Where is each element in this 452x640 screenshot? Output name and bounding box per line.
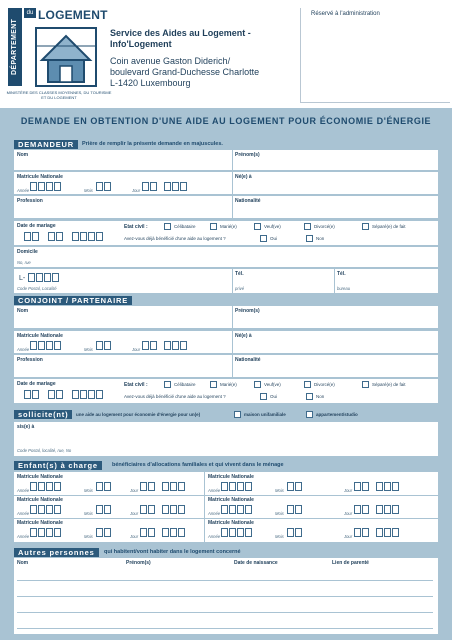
deja-label: Avez-vous déjà bénéficié d'une aide au logement ? [124,236,226,241]
situe-code-label: Code Postal, localité, rue, No [17,448,72,453]
code-postal-label: Code Postal, Localité [17,286,57,291]
enfant5-annee-boxes[interactable] [30,528,61,537]
autres-line-2[interactable] [17,596,433,597]
autres-naissance-label: Date de naissance [234,560,278,566]
logo-title: LOGEMENT [38,8,108,22]
conjoint-mariage-day[interactable] [24,390,39,399]
appart-label: appartement/studio [316,412,358,417]
l-prefix: L- [19,275,26,282]
enfant2-jour-boxes[interactable] [354,482,369,491]
conjoint-celibataire-checkbox[interactable] [164,381,171,388]
conjoint-prenom-label: Prénom(s) [235,308,260,314]
domicile-label: Domicile [17,249,38,255]
deja-oui-label: Oui [270,236,278,241]
conjoint-nationalite-label: Nationalité [235,357,261,363]
service-line-2: Info'Logement [110,39,172,49]
enfant6-suffix-boxes[interactable] [376,528,399,537]
conjoint-mariage-year[interactable] [72,390,103,399]
section-sollicite: sollicite(nt) [14,410,72,419]
conjoint-mariage-month[interactable] [48,390,63,399]
celibataire-label: Célibataire [174,224,196,229]
enfant6-matricule-label: Matricule Nationale [208,520,254,526]
enfant6-jour-boxes[interactable] [354,528,369,537]
enfant1-annee-boxes[interactable] [30,482,61,491]
autres-parente-label: Lien de parenté [332,560,369,566]
logo-du: du [24,8,36,18]
sollicite-text: une aide au logement pour économie d'énergie pour un(e) [76,412,201,417]
enfant3-annee-boxes[interactable] [30,505,61,514]
conjoint-annee-boxes[interactable] [30,341,61,350]
conjoint-separe-label: Séparé(e) de fait [372,382,406,387]
enfant1-jour-label: Jour [130,488,139,493]
no-rue-label: No, rue [17,260,31,265]
nom-label: Nom [17,152,29,158]
enfant5-mois-label: Mois [84,534,93,539]
conjoint-nom-row [14,306,438,328]
enfant1-matricule-label: Matricule Nationale [17,474,63,480]
enfant4-annee-label: Année [208,511,221,516]
service-address [110,28,259,89]
enfant2-annee-boxes[interactable] [221,482,252,491]
enfant5-jour-label: Jour [130,534,139,539]
deja-non-label: Non [316,236,325,241]
situe-row [14,422,438,456]
conjoint-separe-checkbox[interactable] [362,381,369,388]
domicile-row [14,247,438,267]
code-postal-boxes[interactable] [28,273,59,282]
enfant3-suffix-boxes[interactable] [162,505,185,514]
autres-line-1[interactable] [17,580,433,581]
conjoint-etat-row [14,379,438,403]
enfant4-jour-boxes[interactable] [354,505,369,514]
autres-line-3[interactable] [17,612,433,613]
conjoint-deja-label: Avez-vous déjà bénéficié d'une aide au logement ? [124,394,226,399]
admin-reserved-box [300,8,450,103]
conjoint-non-label: Non [316,394,325,399]
enfant3-mois-label: Mois [84,511,93,516]
conjoint-oui-label: Oui [270,394,278,399]
conjoint-etat-label: Etat civil : [124,382,148,388]
conjoint-profession-label: Profession [17,357,43,363]
mariage-day-boxes[interactable] [24,232,39,241]
divorce-label: Divorcé(e) [314,224,335,229]
appart-checkbox[interactable] [306,411,313,418]
veuf-label: Veuf(ve) [264,224,281,229]
enfant2-annee-label: Année [208,488,221,493]
veuf-checkbox[interactable] [254,223,261,230]
mariage-label: Date de mariage [17,223,56,229]
tel-bureau-label: bureau [337,286,351,291]
conjoint-divorce-checkbox[interactable] [304,381,311,388]
matricule-suffix-boxes[interactable] [164,182,187,191]
conjoint-mariage-label: Date de mariage [17,381,56,387]
enfant3-matricule-label: Matricule Nationale [17,497,63,503]
enfant3-jour-boxes[interactable] [140,505,155,514]
marie-checkbox[interactable] [210,223,217,230]
enfant6-annee-boxes[interactable] [221,528,252,537]
conjoint-divorce-label: Divorcé(e) [314,382,335,387]
annee-boxes[interactable] [30,182,61,191]
mois-label: Mois [84,188,93,193]
enfant3-jour-label: Jour [130,511,139,516]
autres-nom-label: Nom [17,560,29,566]
enfant6-mois-boxes[interactable] [287,528,302,537]
autres-line-4[interactable] [17,628,433,629]
conjoint-matricule-label: Matricule Nationale [17,333,63,339]
conjoint-nom-label: Nom [17,308,29,314]
tel2-label: Tél. [337,271,346,277]
mariage-year-boxes[interactable] [72,232,103,241]
conjoint-profession-row [14,355,438,377]
enfant4-mois-label: Mois [275,511,284,516]
logo-vertical-text: DÉPARTEMENT [8,8,22,86]
section-demandeur: DEMANDEUR [14,140,78,149]
enfant2-mois-boxes[interactable] [287,482,302,491]
ne-label: Né(e) à [235,174,252,180]
service-line-1: Service des Aides au Logement - [110,28,251,38]
deja-oui-checkbox[interactable] [260,235,267,242]
conjoint-ne-label: Né(e) à [235,333,252,339]
conjoint-celibataire-label: Célibataire [174,382,196,387]
enfant1-mois-label: Mois [84,488,93,493]
tel-prive-label: privé [235,286,245,291]
conjoint-non-checkbox[interactable] [306,393,313,400]
prenom-label: Prénom(s) [235,152,260,158]
conjoint-mois-label: Mois [84,347,93,352]
section-enfants: Enfant(s) à charge [14,461,102,470]
enfant3-mois-boxes[interactable] [96,505,111,514]
department-logo [8,8,108,92]
autres-table [14,558,438,634]
autres-prenom-label: Prénom(s) [126,560,151,566]
conjoint-mois-boxes[interactable] [96,341,111,350]
enfant6-annee-label: Année [208,534,221,539]
enfant4-suffix-boxes[interactable] [376,505,399,514]
localite-row [14,269,438,293]
profession-row [14,196,438,218]
ministry-name: MINISTÈRE DES CLASSES MOYENNES, DU TOURISME ET DU LOGEMENT [6,90,112,100]
enfant4-matricule-label: Matricule Nationale [208,497,254,503]
conjoint-oui-checkbox[interactable] [260,393,267,400]
enfant1-suffix-boxes[interactable] [162,482,185,491]
separe-label: Séparé(e) de fait [372,224,406,229]
enfant1-annee-label: Année [17,488,30,493]
autres-note: qui habitent/vont habiter dans le logement concerné [104,549,241,555]
conjoint-jour-boxes[interactable] [142,341,157,350]
enfant2-jour-label: Jour [344,488,353,493]
enfants-table [14,472,438,542]
conjoint-veuf-checkbox[interactable] [254,381,261,388]
conjoint-suffix-boxes[interactable] [164,341,187,350]
enfant6-jour-label: Jour [344,534,353,539]
nom-prenom-row [14,150,438,170]
conjoint-matricule-row[interactable] [14,331,438,353]
marie-label: Marié(e) [220,224,237,229]
header [0,0,452,108]
matricule-label: Matricule Nationale [17,174,63,180]
maison-checkbox[interactable] [234,411,241,418]
enfant5-annee-label: Année [17,534,30,539]
jour-label: Jour [132,188,141,193]
address-line-3: L-1420 Luxembourg [110,78,191,88]
enfant5-jour-boxes[interactable] [140,528,155,537]
enfant2-mois-label: Mois [275,488,284,493]
enfant6-mois-label: Mois [275,534,284,539]
enfant4-mois-boxes[interactable] [287,505,302,514]
matricule-row[interactable] [14,172,438,194]
address-line-1: Coin avenue Gaston Diderich/ [110,56,231,66]
enfants-note: bénéficiaires d'allocations familiales et qui vivent dans le ménage [112,462,284,468]
mois-boxes[interactable] [96,182,111,191]
conjoint-jour-label: Jour [132,347,141,352]
admin-reserved-label: Réservé à l'administration [311,11,380,17]
etat-civil-row [14,221,438,245]
deja-non-checkbox[interactable] [306,235,313,242]
etat-label: Etat civil : [124,224,148,230]
enfant1-jour-boxes[interactable] [140,482,155,491]
section-conjoint: CONJOINT / PARTENAIRE [14,296,132,305]
profession-label: Profession [17,198,43,204]
maison-label: maison unifamiliale [244,412,286,417]
enfant1-mois-boxes[interactable] [96,482,111,491]
enfant4-jour-label: Jour [344,511,353,516]
house-icon [34,26,98,88]
nationalite-label: Nationalité [235,198,261,204]
jour-boxes[interactable] [142,182,157,191]
conjoint-marie-label: Marié(e) [220,382,237,387]
form-title: DEMANDE EN OBTENTION D'UNE AIDE AU LOGEMENT POUR ÉCONOMIE D'ÉNERGIE [20,116,432,126]
conjoint-veuf-label: Veuf(ve) [264,382,281,387]
enfant4-annee-boxes[interactable] [221,505,252,514]
divorce-checkbox[interactable] [304,223,311,230]
enfant5-suffix-boxes[interactable] [162,528,185,537]
situe-label: sis(e) à [17,424,35,430]
mariage-month-boxes[interactable] [48,232,63,241]
address-line-2: boulevard Grand-Duchesse Charlotte [110,67,260,77]
demandeur-note: Prière de remplir la présente demande en majuscules. [82,141,223,147]
enfant5-mois-boxes[interactable] [96,528,111,537]
celibataire-checkbox[interactable] [164,223,171,230]
conjoint-annee-label: Année [17,347,30,352]
separe-checkbox[interactable] [362,223,369,230]
enfant5-matricule-label: Matricule Nationale [17,520,63,526]
enfant2-suffix-boxes[interactable] [376,482,399,491]
enfant2-matricule-label: Matricule Nationale [208,474,254,480]
conjoint-marie-checkbox[interactable] [210,381,217,388]
annee-label: Année [17,188,30,193]
enfant3-annee-label: Année [17,511,30,516]
section-autres: Autres personnes [14,548,99,557]
tel-label: Tél. [235,271,244,277]
